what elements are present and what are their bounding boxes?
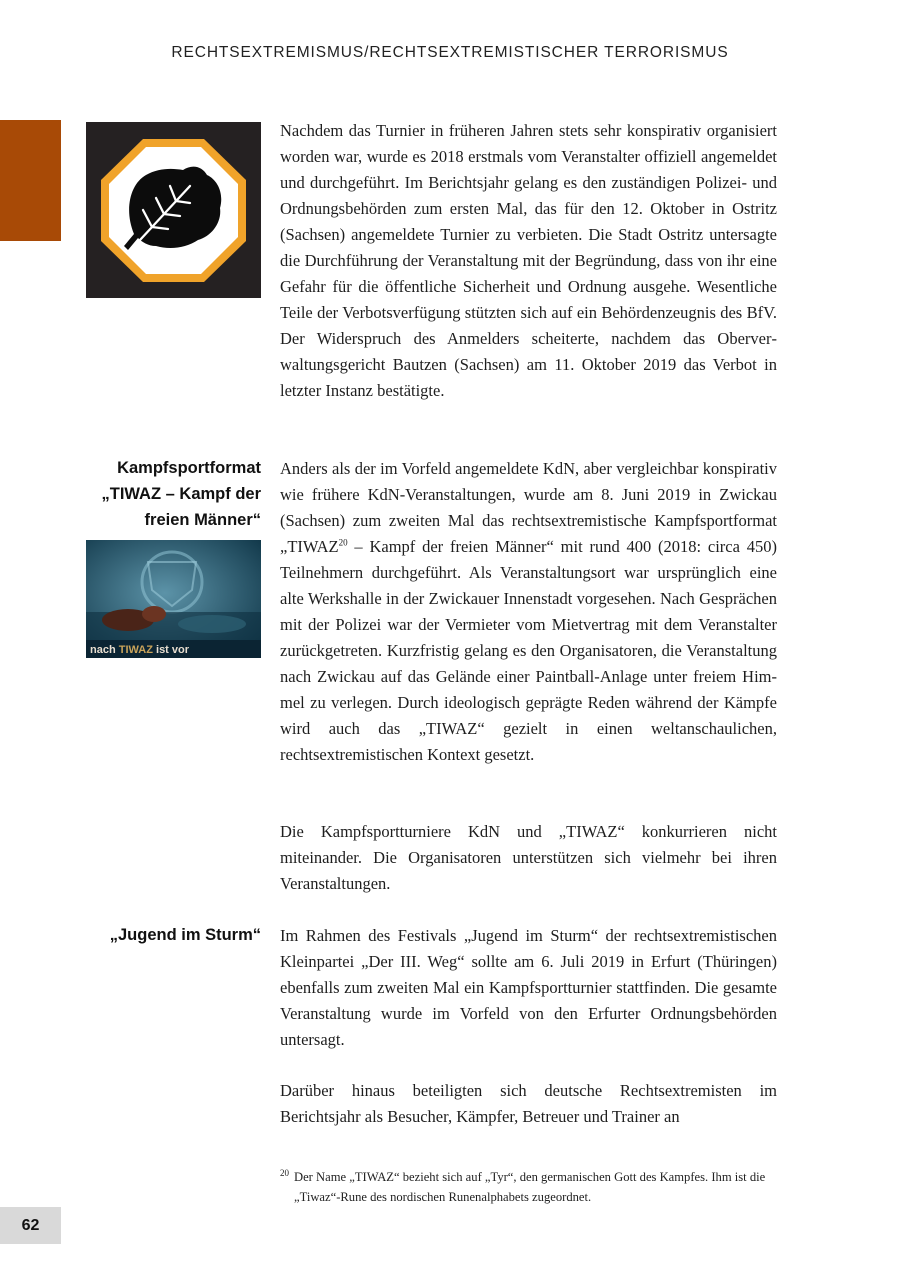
jugend-paragraph-1: Im Rahmen des Festivals „Jugend im Sturm“ der rechtsextremistischen Kleinpartei „Der III. Weg“ sollte am 6. Juli 2019 in Erfurt (Thüringen) ebenfalls zum zweiten Mal ein Kampfsportturnier stattfinden. Die gesamte Veranstaltung wurde im Vorfeld von den Erfurter Ordnungsbehörden untersagt.	[280, 926, 777, 1049]
tiwaz-event-photo	[86, 540, 261, 658]
footnote	[280, 1168, 780, 1207]
tiwaz-paragraph-1	[280, 456, 777, 768]
leaf-octagon-logo-image	[86, 122, 261, 298]
tiwaz-paragraph-2: Die Kampfsportturniere KdN und „TIWAZ“ konkurrieren nicht miteinander. Die Organisatoren unterstützen sich vielmehr bei ihren Veranstaltungen.	[280, 822, 777, 893]
photo-caption-part-3: ist vor	[152, 644, 190, 656]
footnote-number: 20	[280, 1167, 289, 1178]
photo-caption-part-1: nach	[90, 644, 119, 656]
photo-caption-part-2: TIWAZ	[118, 644, 153, 656]
svg-text:nach TIWAZ ist vor	[90, 644, 190, 656]
tiwaz-paragraph-1-text-a: Anders als der im Vorfeld angemeldete KdN, aber vergleichbar konspirativ wie frühere KdN-Veranstaltungen, wurde am 8. Juni 2019 in Zwickau (Sachsen) zum zweiten Mal das rechtsextremistische Kampfsportformat „TIWAZ	[280, 459, 777, 556]
jugend-section-heading: „Jugend im Sturm“	[109, 926, 261, 944]
jugend-paragraph-2: Darüber hinaus beteiligten sich deutsche Rechtsextremisten im Berichtsjahr als Besucher, Kämpfer, Betreuer und Trainer an	[280, 1081, 777, 1126]
tiwaz-photo-graphic	[86, 540, 261, 658]
footnote-text: Der Name „TIWAZ“ bezieht sich auf „Tyr“, den germanischen Gott des Kampfes. Ihm ist die „Tiwaz“-Rune des nordischen Runenalphabets zugeordnet.	[294, 1170, 766, 1204]
chapter-color-tab	[0, 120, 61, 241]
footnote-ref-20: 20	[338, 537, 348, 548]
tiwaz-section-heading: Kampfsportformat „TIWAZ – Kampf der freien Männer“	[101, 459, 261, 529]
page-number: 62	[0, 1207, 61, 1244]
leaf-octagon-logo-icon	[86, 122, 261, 298]
intro-paragraph: Nachdem das Turnier in früheren Jahren stets sehr konspirativ organisiert worden war, wurde es 2018 erstmals vom Veranstalter offiziell angemeldet und durchgeführt. Im Berichtsjahr gelang es den zuständigen Polizei- und Ordnungsbehörden zum ersten Mal, das für den 12. Oktober in Ostritz (Sachsen) angemeldete Turnier zu verbieten. Die Stadt Ostritz untersagte die Durchführung der Veranstaltung mit der Begründung, dass von ihr eine Gefahr für die öffentliche Sicherheit und Ordnung ausgehe. Wesentliche Teile der Verbotsverfügung stützten sich auf ein Behördenzeugnis des BfV. Der Widerspruch des Anmelders scheiterte, nachdem das Oberverwaltungsgericht Bautzen (Sachsen) am 11. Oktober 2019 das Verbot in letzter Instanz bestätigte.	[280, 121, 777, 400]
tiwaz-paragraph-1-text-b: – Kampf der freien Männer“ mit rund 400 (2018: circa 450) Teilnehmern durchgeführt. Als Veranstaltungsort war ursprünglich eine alte Werkshalle in der Zwickauer Innenstadt vorgesehen. Nach Gesprächen mit der Polizei war der Vermieter vom Mietvertrag mit dem Veranstalter zurückgetreten. Kurzfristig gelang es den Organisatoren, die Veranstaltung nach Zwickau auf das Gelände einer Paintball-Anlage unter freiem Himmel zu verlegen. Durch ideologisch geprägte Reden während der Kämpfe wird auch das „TIWAZ“ gezielt in einen weltanschaulichen, rechtsextremistischen Kontext gesetzt.	[280, 537, 777, 764]
running-header: RECHTSEXTREMISMUS/RECHTSEXTREMISTISCHER TERRORISMUS	[171, 44, 729, 61]
